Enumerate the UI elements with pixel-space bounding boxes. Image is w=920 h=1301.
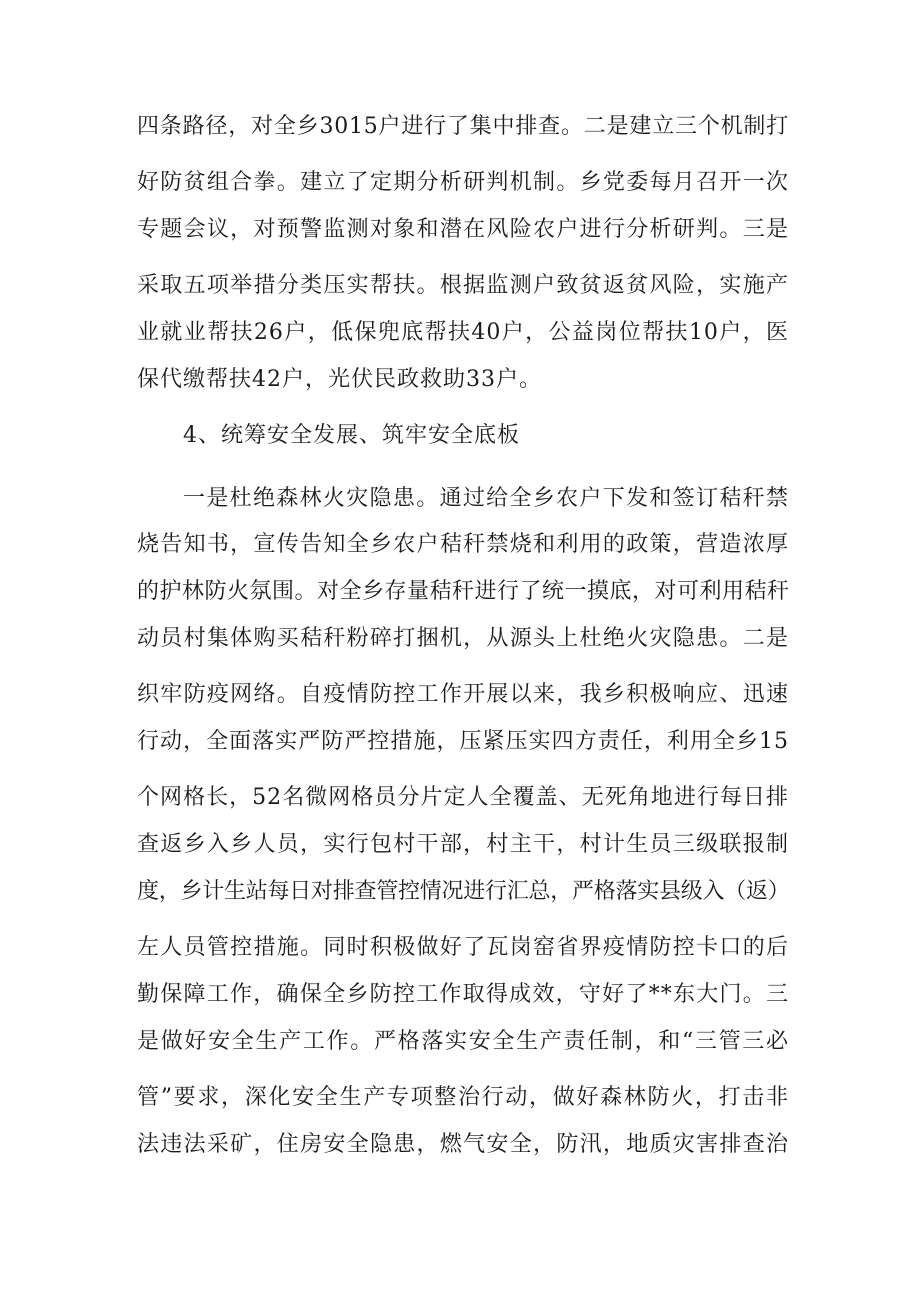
- paragraph-2-line-8: 查返乡入乡人员，实行包村干部，村主干，村计生员三级联报制: [137, 832, 789, 857]
- paragraph-1-line-5: 业就业帮扶26户，低保兜底帮扶40户，公益岗位帮扶10户，医: [137, 320, 789, 345]
- paragraph-2-line-10: 左人员管控措施。同时积极做好了瓦岗窑省界疫情防控卡口的后: [137, 935, 789, 960]
- paragraph-2-line-11: 勤保障工作，确保全乡防控工作取得成效，守好了**东大门。三: [137, 982, 789, 1007]
- paragraph-2-line-1: 一是杜绝森林火灾隐患。通过给全乡农户下发和签订秸秆禁: [183, 486, 789, 511]
- section-4-heading: 4、统筹安全发展、筑牢安全底板: [183, 423, 520, 448]
- paragraph-2-line-14: 法违法采矿，住房安全隐患，燃气安全，防汛，地质灾害排查治: [137, 1132, 789, 1157]
- paragraph-2-line-5: 织牢防疫网络。自疫情防控工作开展以来，我乡积极响应、迅速: [137, 682, 789, 707]
- paragraph-2-line-4: 动员村集体购买秸秆粉碎打捆机，从源头上杜绝火灾隐患。二是: [137, 626, 789, 651]
- paragraph-1-line-1: 四条路径，对全乡3015户进行了集中排查。二是建立三个机制打: [137, 114, 789, 139]
- paragraph-2-line-3: 的护林防火氛围。对全乡存量秸秆进行了统一摸底，对可利用秸秆: [137, 579, 790, 604]
- paragraph-1-line-2: 好防贫组合拳。建立了定期分析研判机制。乡党委每月召开一次: [137, 170, 789, 195]
- paragraph-2-line-9: 度，乡计生站每日对排查管控情况进行汇总，严格落实县级入（返）: [137, 879, 790, 904]
- paragraph-1-line-6: 保代缴帮扶42户，光伏民政救助33户。: [137, 367, 542, 392]
- paragraph-2-line-7: 个网格长，52名微网格员分片定人全覆盖、无死角地进行每日排: [137, 785, 789, 810]
- paragraph-2-line-2: 烧告知书，宣传告知全乡农户秸秆禁烧和利用的政策，营造浓厚: [137, 532, 789, 557]
- paragraph-2-line-13: 管”要求，深化安全生产专项整治行动，做好森林防火，打击非: [137, 1085, 789, 1110]
- paragraph-1-line-4: 采取五项举措分类压实帮扶。根据监测户致贫返贫风险，实施产: [137, 273, 789, 298]
- paragraph-1-line-3: 专题会议，对预警监测对象和潜在风险农户进行分析研判。三是: [137, 217, 789, 242]
- paragraph-2-line-12: 是做好安全生产工作。严格落实安全生产责任制，和“三管三必: [137, 1029, 789, 1054]
- paragraph-2-line-6: 行动，全面落实严防严控措施，压紧压实四方责任，利用全乡15: [137, 729, 789, 754]
